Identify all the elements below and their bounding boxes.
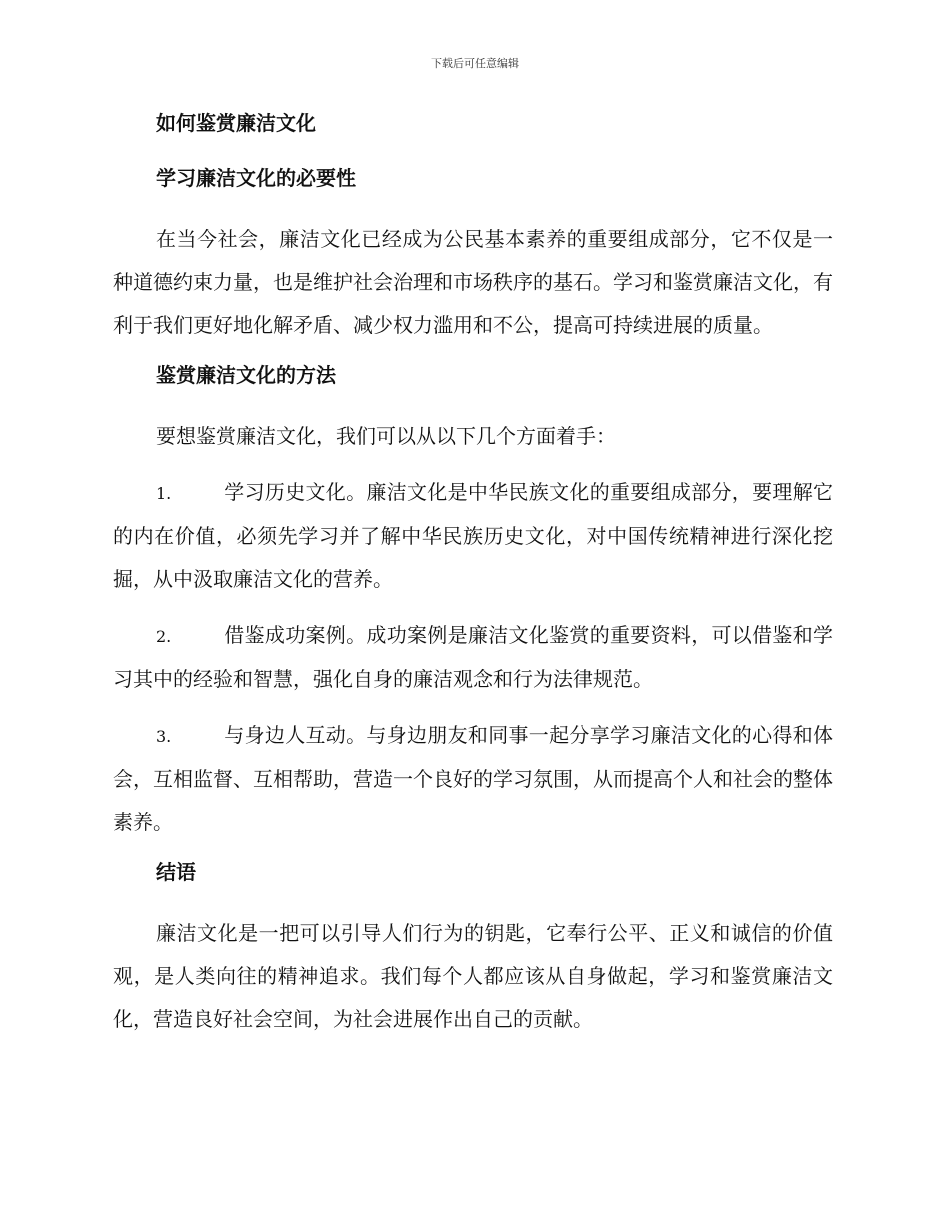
section-heading-conclusion: 结语 xyxy=(156,860,196,884)
header-note: 下载后可任意编辑 xyxy=(431,57,519,70)
paragraph-conclusion: 廉洁文化是一把可以引导人们行为的钥匙，它奉行公平、正义和诚信的价值观，是人类向往的精神追求。我们每个人都应该从自身做起，学习和鉴赏廉洁文化，营造良好社会空间，为社会进展作出自己的贡献。 xyxy=(113,921,833,1031)
list-item-text: 与身边人互动。与身边朋友和同事一起分享学习廉洁文化的心得和体会，互相监督、互相帮助，营造一个良好的学习氛围，从而提高个人和社会的整体素养。 xyxy=(113,723,833,834)
paragraph-necessity: 在当今社会，廉洁文化已经成为公民基本素养的重要组成部分，它不仅是一种道德约束力量，也是维护社会治理和市场秩序的基石。学习和鉴赏廉洁文化，有利于我们更好地化解矛盾、减少权力滥用和不公，提高可持续进展的质量。 xyxy=(113,227,833,337)
list-number: 2. xyxy=(156,627,172,646)
list-item-text: 学习历史文化。廉洁文化是中华民族文化的重要组成部分，要理解它的内在价值，必须先学习并了解中华民族历史文化，对中国传统精神进行深化挖掘，从中汲取廉洁文化的营养。 xyxy=(113,480,833,591)
list-number: 1. xyxy=(156,484,172,503)
list-item xyxy=(113,614,833,701)
list-item xyxy=(113,714,833,844)
paragraph-methods-intro: 要想鉴赏廉洁文化，我们可以从以下几个方面着手： xyxy=(156,424,616,448)
list-item-text: 借鉴成功案例。成功案例是廉洁文化鉴赏的重要资料，可以借鉴和学习其中的经验和智慧，强化自身的廉洁观念和行为法律规范。 xyxy=(113,623,833,691)
section-heading-methods: 鉴赏廉洁文化的方法 xyxy=(156,363,336,387)
section-heading-necessity: 学习廉洁文化的必要性 xyxy=(156,166,356,190)
list-number: 3. xyxy=(156,727,172,746)
list-item xyxy=(113,471,833,601)
document-title: 如何鉴赏廉洁文化 xyxy=(156,111,316,135)
document-body xyxy=(113,108,833,1054)
